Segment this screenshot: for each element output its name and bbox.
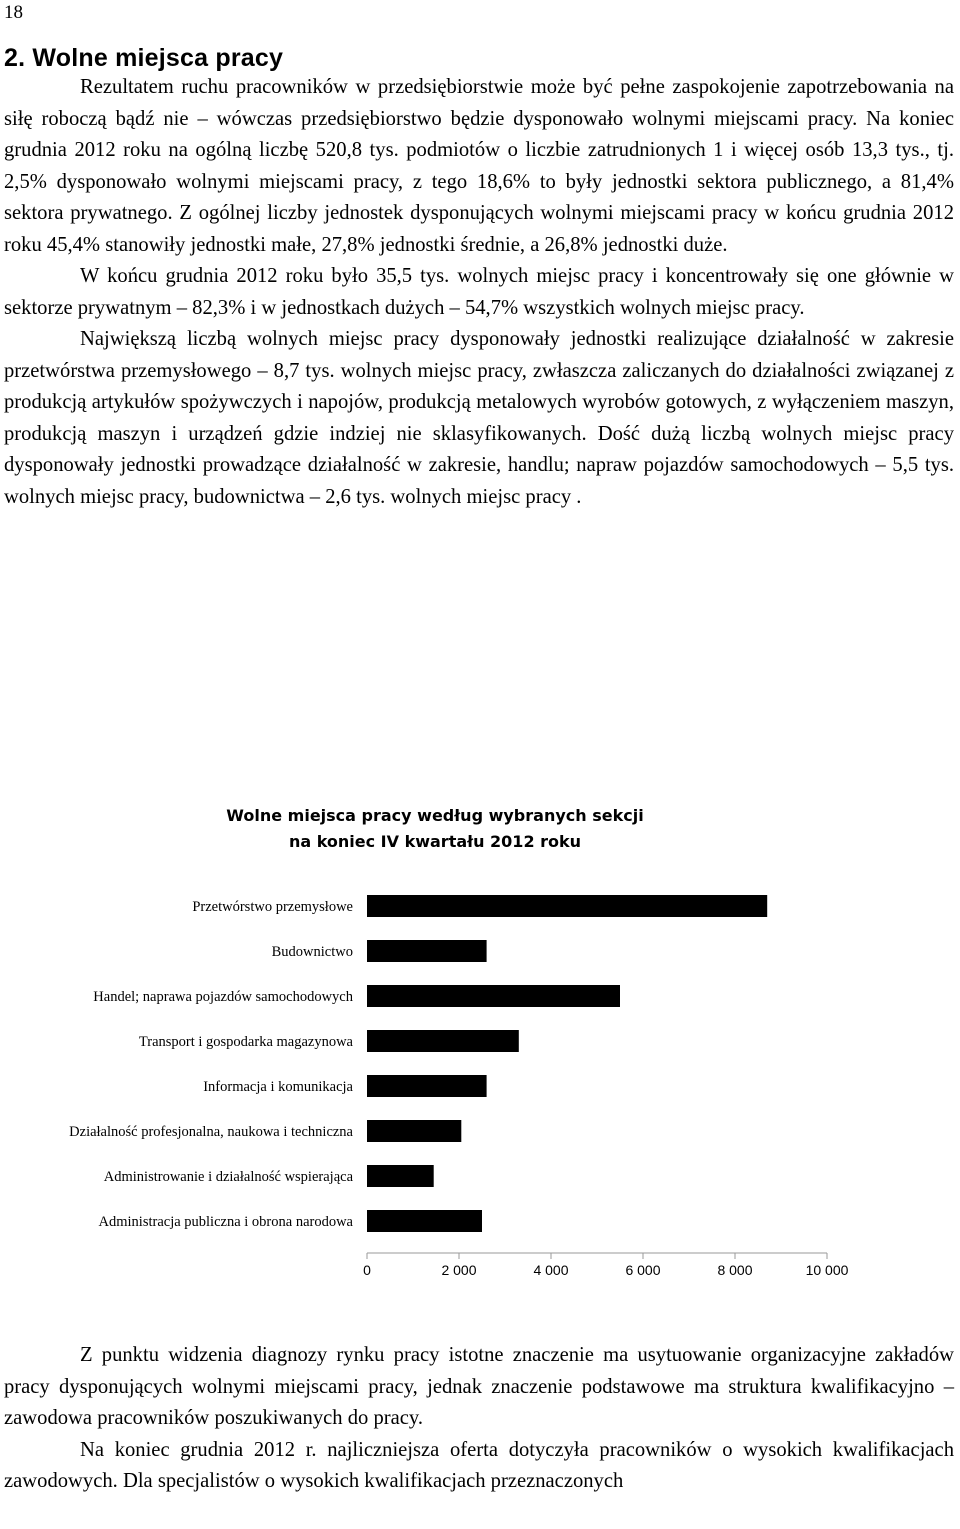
category-label: Administracja publiczna i obrona narodowa <box>98 1214 353 1230</box>
category-label: Administrowanie i działalność wspierająca <box>103 1169 353 1185</box>
x-axis <box>363 1253 849 1278</box>
x-tick-label: 4 000 <box>533 1262 569 1278</box>
bar <box>367 1210 482 1232</box>
category-label: Budownictwo <box>271 944 353 960</box>
bar <box>367 1075 487 1097</box>
x-tick-label: 8 000 <box>717 1262 753 1278</box>
category-label: Przetwórstwo przemysłowe <box>192 899 353 915</box>
paragraph: Największą liczbą wolnych miejsc pracy dysponowały jednostki realizujące działalność w zakresie przetwórstwa przemysłowego – 8,7 tys. wolnych miejsc pracy, zwłaszcza zaliczanych do działalności związanej z produkcją artykułów spożywczych i napojów, produkcją metalowych wyrobów gotowych, z wyłączeniem maszyn, produkcją maszyn i urządzeń gdzie indziej nie sklasyfikowanych. Dość dużą liczbą wolnych miejsc pracy dysponowały jednostki prowadzące działalność w zakresie, handlu; napraw pojazdów samochodowych – 5,5 tys. wolnych miejsc pracy, budownictwa – 2,6 tys. wolnych miejsc pracy . <box>4 328 954 508</box>
x-tick-label: 10 000 <box>805 1262 849 1278</box>
chart-title-line-1: Wolne miejsca pracy według wybranych sekcji <box>226 806 644 825</box>
x-tick-label: 2 000 <box>441 1262 477 1278</box>
category-label: Informacja i komunikacja <box>203 1079 353 1095</box>
category-label: Handel; naprawa pojazdów samochodowych <box>93 989 353 1005</box>
body-text-top <box>4 72 954 513</box>
paragraph: W końcu grudnia 2012 roku było 35,5 tys. wolnych miejsc pracy i koncentrowały się one głównie w sektorze prywatnym – 82,3% i w jednostkach dużych – 54,7% wszystkich wolnych miejsc pracy. <box>4 265 954 319</box>
bar <box>367 940 487 962</box>
bar <box>367 1120 461 1142</box>
x-tick-label: 0 <box>363 1262 371 1278</box>
category-label: Działalność profesjonalna, naukowa i techniczna <box>69 1124 353 1140</box>
bar <box>367 1165 434 1187</box>
chart-canvas <box>0 790 960 1290</box>
body-text-bottom <box>4 1340 954 1498</box>
bar <box>367 895 767 917</box>
chart-title-line-2: na koniec IV kwartału 2012 roku <box>288 832 582 851</box>
vacancies-bar-chart <box>0 790 960 1290</box>
category-label: Transport i gospodarka magazynowa <box>138 1034 353 1050</box>
paragraph: Rezultatem ruchu pracowników w przedsiębiorstwie może być pełne zaspokojenie zapotrzebowania na siłę roboczą bądź nie – wówczas przedsiębiorstwo będzie dysponowało wolnymi miejscami pracy. Na koniec grudnia 2012 roku na ogólną liczbę 520,8 tys. podmiotów o liczbie zatrudnionych 1 i więcej osób 13,3 tys., tj. 2,5% dysponowało wolnymi miejscami pracy, z tego 18,6% to były jednostki sektora publicznego, a 81,4% sektora prywatnego. Z ogólnej liczby jednostek dysponujących wolnymi miejscami pracy w końcu grudnia 2012 roku 45,4% stanowiły jednostki małe, 27,8% jednostki średnie, a 26,8% jednostki duże. <box>4 76 954 256</box>
x-tick-label: 6 000 <box>625 1262 661 1278</box>
bars-group <box>367 895 767 1232</box>
bar <box>367 1030 519 1052</box>
section-title: 2. Wolne miejsca pracy <box>4 44 284 72</box>
paragraph: Na koniec grudnia 2012 r. najliczniejsza oferta dotyczyła pracowników o wysokich kwalifikacjach zawodowych. Dla specjalistów o wysokich kwalifikacjach przeznaczonych <box>4 1438 954 1492</box>
page-number: 18 <box>4 2 23 23</box>
category-labels <box>69 899 354 1230</box>
bar <box>367 985 620 1007</box>
paragraph: Z punktu widzenia diagnozy rynku pracy istotne znaczenie ma usytuowanie organizacyjne zakładów pracy dysponujących wolnymi miejscami pracy, jednak znaczenie podstawowe ma struktura kwalifikacyjno – zawodowa pracowników poszukiwanych do pracy. <box>4 1344 954 1429</box>
